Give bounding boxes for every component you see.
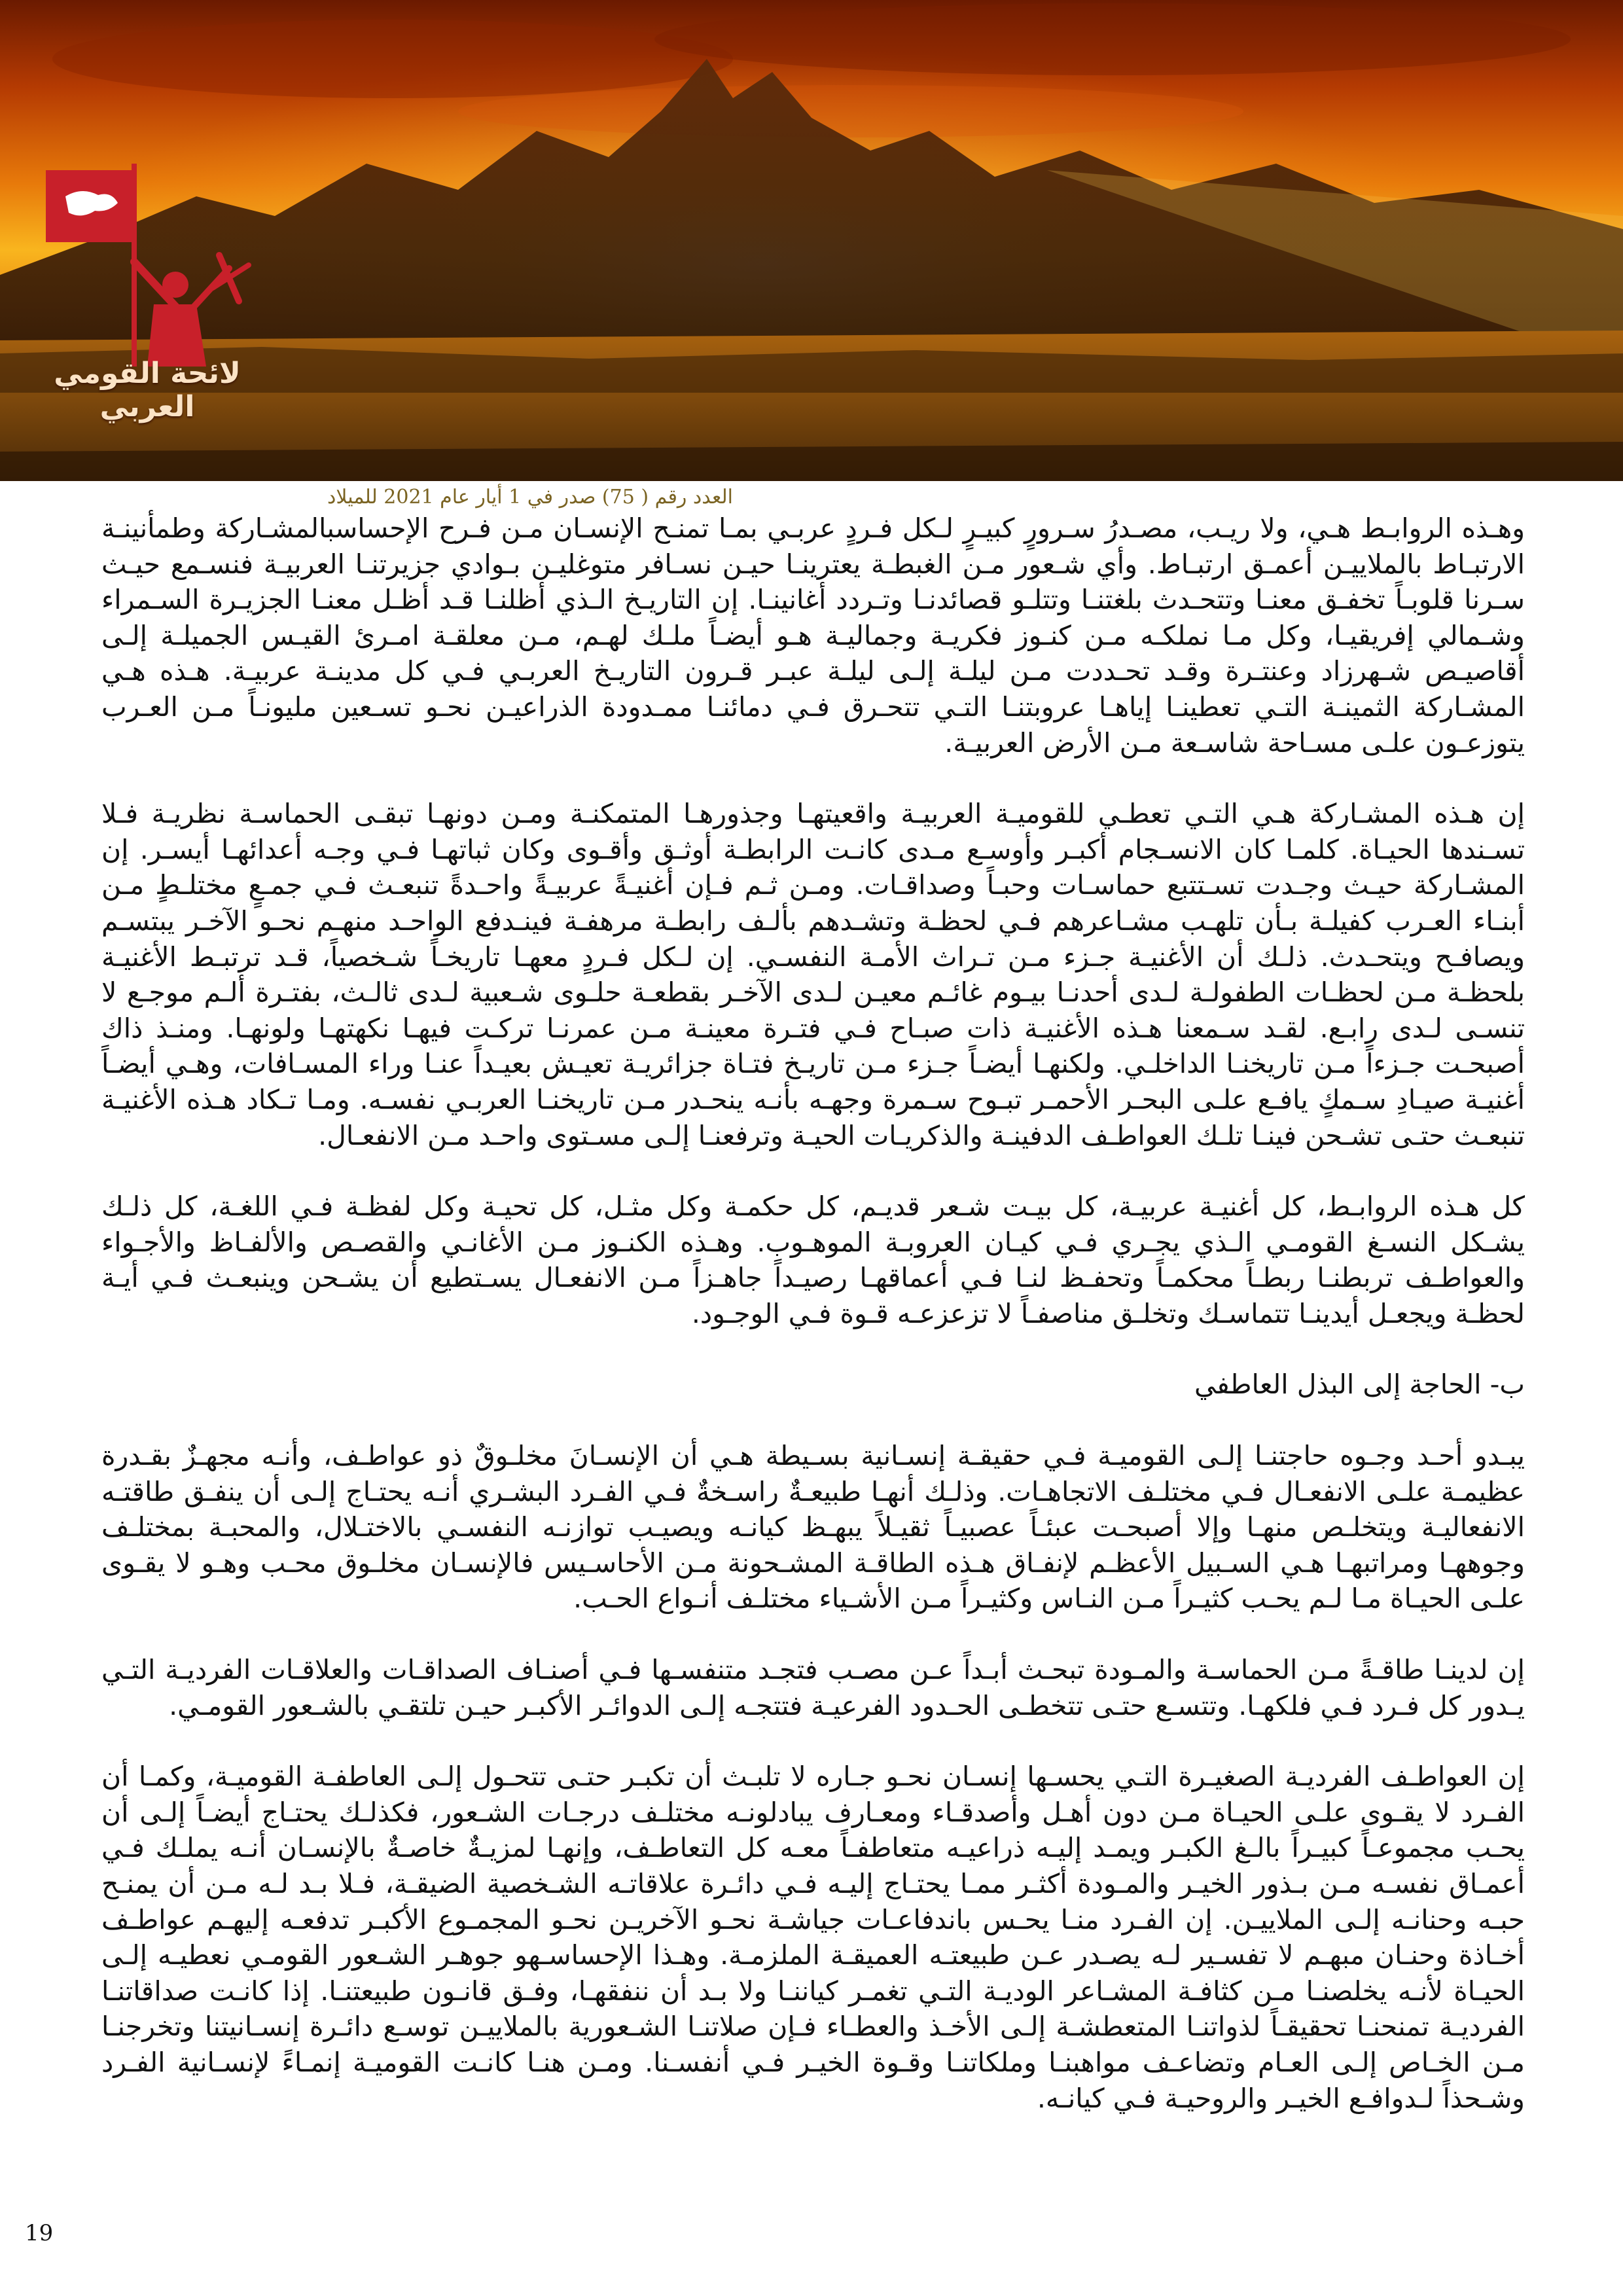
section-heading: ب- الحاجة إلى البذل العاطفي	[1194, 1369, 1525, 1401]
paragraph: يبـدو أحـد وجـوه حاجتنـا إلـى القوميـة فـي حقيقـة إنسـانية بسـيطة هـي أن الإنسـانَ مخلـوقٌ ذو عواطـف، وأنـه مجهـزٌ بقـدرة عظيمـة علـى الانفعـال فـي مختلـف الاتجاهـات. وذلـك أنهـا طبيعـةٌ راسـخةٌ فـي الفـرد البشـري أنـه يحتـاج إلـى أن ينفـق طاقتـه الانفعاليـة ويتخلـص منهـا وإلا أصبحـت عبئـاً عصبيـاً ثقيـلاً يبهـظ كيانـه ويصيـب توازنـه النفسـي بالاختـلال، والمحبـة بمختلـف وجوههـا ومراتبهـا هـي السـبيل الأعظـم لإنفـاق هـذه الطاقـة المشـحونة مـن الأحاسـيس فالإنسـان مخلـوق محـب وهـو لا يقـوى علـى الحيـاة مـا لـم يحـب كثيـراً مـن النـاس وكثيـراً مـن الأشـياء مختلـف أنـواع الحـب.	[101, 1440, 1525, 1615]
paragraph: إن لدينـا طاقـةً مـن الحماسـة والمـودة تبحـث أبـداً عـن مصـب فتجـد متنفسـها فـي أصنـاف الصداقـات والعلاقـات الفرديـة التـي يـدور كل فـرد فـي فلكهـا. وتتسـع حتـى تتخطـى الحـدود الفرعيـة فتتجـه إلـى الدوائـر الأكبـر حيـن تلتقـي بالشـعور القومـي.	[101, 1654, 1525, 1721]
paragraph: إن هـذه المشـاركة هـي التـي تعطـي للقوميـة العربيـة واقعيتهـا وجذورهـا المتمكنـة ومـن دونهـا تبقـى الحماسـة نظريـة فـلا تسـندها الحيـاة. كلمـا كان الانسـجام أكبـر وأوسـع مـدى كانـت الرابطـة أوثـق وأقـوى وكان ثباتهـا فـي وجـه أعدائهـا أيسـر. إن المشـاركة حيـث وجـدت تسـتتبع حماسـات وحبـاً وصداقـات. ومـن ثـم فـإن أغنيـةً عربيـةً واحـدةً تنبعـث فـي جمـعٍ مختلـطٍ مـن أبنـاء العـرب كفيلـة بـأن تلهـب مشـاعرهم فـي لحظـة وتشـدهم بألـف رابطـة مرهفـة فينـدفع الواحـد منهـم نحـو الآخـر يبتسـم ويصافـح ويتحـدث. ذلـك أن الأغنيـة جـزء مـن تـراث الأمـة النفسـي. إن لـكل فـردٍ معهـا تاريخـاً شـخصياً، قـد ترتبـط الأغنيـة بلحظـة مـن لحظـات الطفولـة لـدى أحدنـا بيـوم غائـم معيـن لـدى الآخـر بقطعـة حلـوى شـعبية لـدى ثالـث، بفتـرة ألـم موجـع لا تنسـى لـدى رابـع. لقـد سـمعنا هـذه الأغنيـة ذات صبـاح فـي فتـرة معينـة مـن عمرنـا تركـت فيهـا نكهتهـا ولونهـا. ومنـذ ذاك أصبحـت جـزءاً مـن تاريخنـا الداخلـي. ولكنهـا أيضـاً جـزء مـن تاريـخ فتـاة جزائريـة تعيـش بعيـداً عنـا وراء المسـافات، وهـي أيضـاً أغنيـة صيـادِ سـمكٍ يافـع علـى البحـر الأحمـر تبـوح سـمرة وجهـه بأنـه ينحـدر مـن تاريخنـا العربـي نفسـه. ومـا تـكاد هـذه الأغنيـة تنبعـث حتـى تشـحن فينـا تلـك العواطـف الدفينـة والذكريـات الحيـة وترفعنـا إلـى مسـتوى واحـد مـن الانفعـال.	[101, 798, 1525, 1151]
logo-text: لائحة القومي العربي	[54, 357, 241, 423]
page-number: 19	[25, 2220, 54, 2246]
header-banner	[0, 0, 1623, 481]
issue-line: العدد رقم ( 75) صدر في 1 أيار عام 2021 للميلاد	[327, 486, 733, 509]
paragraph: إن العواطـف الفرديـة الصغيـرة التـي يحسـها إنسـان نحـو جـاره لا تلبـث أن تكبـر حتـى تتحـول إلـى العاطفـة القوميـة، وكمـا أن الفـرد لا يقـوى علـى الحيـاة مـن دون أهـل وأصدقـاء ومعـارف يبادلونـه مختلـف درجـات الشـعور، فكذلـك يحتـاج أيضـاً إلـى أن يحـب مجموعـاً كبيـراً بالـغ الكبـر ويمـد إليـه ذراعيـه متعاطفـاً معـه كل التعاطـف، وإنهـا لمزيـةٌ خاصـةٌ بالإنسـان أنـه يملـك فـي أعمـاق نفسـه مـن بـذور الخيـر والمـودة أكثـر ممـا يحتـاج إليـه فـي دائـرة علاقاتـه الشـخصية الضيقـة، فـلا بـد لـه مـن أن يمنـح حبـه وحنانـه إلـى الملاييـن. إن الفـرد منـا يحـس باندفاعـات جياشـة نحـو الآخريـن نحـو المجمـوع الأكبـر تدفعـه إليهـم عواطـف أخـاذة وحنـان مبهـم لا تفسـير لـه يصـدر عـن طبيعتـه العميقـة الملزمـة. وهـذا الإحساسـهو جوهـر الشـعور القومـي نعطيـه إلـى الحيـاة لأنـه يخلصنـا مـن كثافـة المشـاعر الوديـة التـي تغمـر كياننـا ولا بـد أن ننفقهـا، وفـق قانـون طبيعتنـا. إذا كانـت صداقاتنـا الفرديـة تمنحنـا تحقيقـاً لذواتنـا المتعطشـة إلـى الأخـذ والعطـاء فـإن صلاتنـا الشـعورية بالملاييـن توسـع دائـرة إنسـانيتنا وتخرجنـا مـن الخـاص إلـى العـام وتضاعـف مواهبنـا وملكاتنـا وقـوة الخيـر فـي أنفسـنا. ومـن هنـا كانـت القوميـة إنمـاءً لإنسـانية الفـرد وشـحذاً لـدوافـع الخيـر والروحيـة فـي كيانـه.	[101, 1761, 1525, 2114]
article-body	[101, 511, 1525, 2151]
paragraph: وهـذه الروابـط هـي، ولا ريـب، مصـدرُ سـرورٍ كبيـرٍ لـكل فـردٍ عربـي بمـا تمنـح الإنسـان مـن فـرح الإحساسبالمشـاركة وطمأنينـة الارتبـاط بالملاييـن أعمـق ارتبـاط. وأي شـعور مـن الغبطـة يعترينـا حيـن نسـافر متوغليـن بـوادي جزيرتنـا العربيـة فنسـمع حيـث سـرنا قلوبـاً تخفـق معنـا وتتحـدث بلغتنـا وتتلـو قصائدنـا وتـردد أغانينـا. إن التاريـخ الـذي أظلنـا قـد أظـل معنـا الجزيـرة السـمراء وشـمالي إفريقيـا، وكل مـا نملكـه مـن كنـوز فكريـة وجماليـة هـو أيضـاً ملـك لهـم، مـن معلقـة امـرئ القيـس الجميلـة إلـى أقاصيـص شـهرزاد وعنتـرة وقـد تحـددت مـن ليلـة إلـى ليلـة عبـر قـرون التاريـخ العربـي فـي كل مدينـة عربيـة. هـذه هـي المشـاركة الثمينـة التـي تعطينـا إياهـا عروبتنـا التـي تتحـرق فـي دمائنـا ممـدودة الذراعيـن نحـو تسـعين مليونـاً مـن العـرب يتوزعـون علـى مسـاحة شاسـعة مـن الأرض العربيـة.	[101, 512, 1525, 759]
paragraph: كل هـذه الروابـط، كل أغنيـة عربيـة، كل بيـت شـعر قديـم، كل حكمـة وكل مثـل، كل تحيـة وكل لفظـة فـي اللغـة، كل ذلـك يشـكل النسـغ القومـي الـذي يجـري فـي كيـان العروبـة الموهـوب. وهـذه الكنـوز مـن الأغانـي والقصـص والألفـاظ والأجـواء والعواطـف تربطنـا ربطـاً محكمـاً وتحفـظ لنـا فـي أعماقهـا رصيـداً جاهـزاً مـن الانفعـال يسـتطيع أن يشـحن وينبعـث فـي أيـة لحظـة ويجعـل أيدينـا تتماسـك وتخلـق مناصفـاً لا تزعزعـه قـوة فـي الوجـود.	[101, 1191, 1525, 1329]
